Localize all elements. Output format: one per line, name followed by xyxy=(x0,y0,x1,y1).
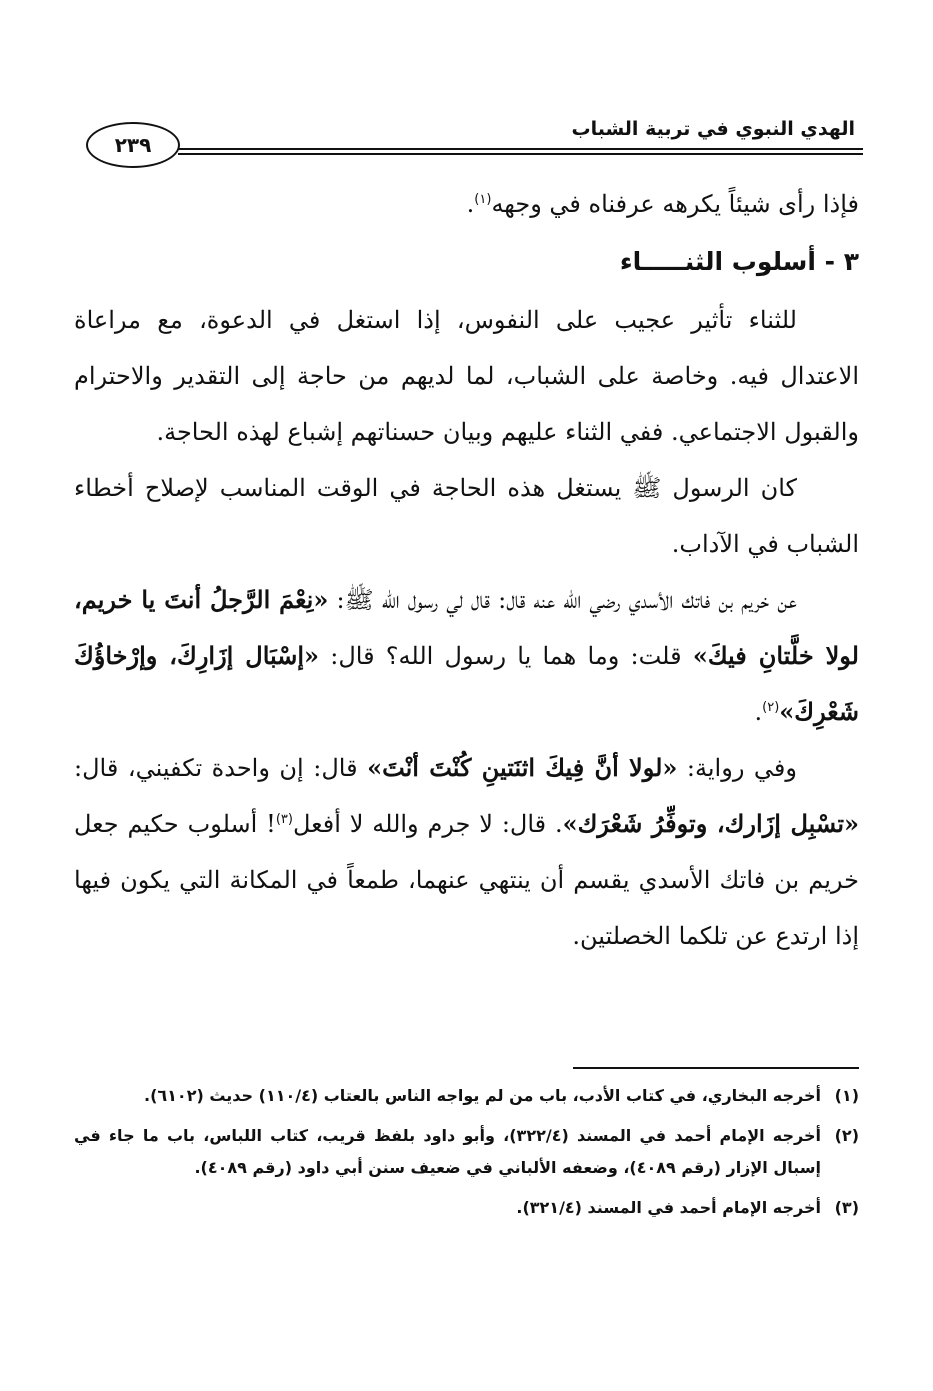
header-rule-bottom xyxy=(178,153,863,155)
page-number-oval xyxy=(86,122,180,168)
narration-quote-1: «لولا أنَّ فِيكَ اثنَتينِ كُنْتَ أنْتَ» xyxy=(367,753,678,782)
hadith-intro: عن خريم بن فاتك الأسدي رضي الله عنه قال: قال لي رسول الله ﷺ: xyxy=(328,586,797,614)
footnote-text: أخرجه البخاري، في كتاب الأدب، باب من لم يواجه الناس بالعتاب (١١٠/٤) حديث (٦١٠٢). xyxy=(144,1086,821,1105)
running-title: الهدي النبوي في تربية الشباب xyxy=(571,118,855,140)
narration-oath: . قال: لا جرم والله لا أفعل xyxy=(292,810,563,838)
intro-line-text: فإذا رأى شيئاً يكرهه عرفناه في وجهه xyxy=(491,190,859,218)
footnotes xyxy=(74,1080,859,1232)
footnote-ref-1: (١) xyxy=(474,192,492,207)
paragraph-praise-effect: للثناء تأثير عجيب على النفوس، إذا استغل في الدعوة، مع مراعاة الاعتدال فيه. وخاصة على الشباب، لما لديهم من حاجة إلى التقدير والاحترام والقبول الاجتماعي. ففي الثناء عليهم وبيان حسناتهم إشباع لهذه الحاجة. xyxy=(74,306,859,446)
intro-line xyxy=(74,176,859,232)
body-text xyxy=(74,176,859,964)
footnote-number: (١) xyxy=(834,1086,859,1105)
footnote-2 xyxy=(74,1120,859,1184)
paragraph-khuraym-hadith xyxy=(74,572,859,740)
hadith-quote-answer: «إسْبَال إزَارِكَ، وإرْخاؤُكَ شَعْرِكَ» xyxy=(74,641,859,726)
footnote-ref-3: (٣) xyxy=(275,812,293,827)
footnote-1 xyxy=(74,1080,859,1112)
paragraph-prophet-method: كان الرسول ﷺ يستغل هذه الحاجة في الوقت المناسب لإصلاح أخطاء الشباب في الآداب. xyxy=(74,474,859,558)
paragraph-other-narration xyxy=(74,740,859,964)
page-number: ٢٣٩ xyxy=(114,133,152,157)
hadith-end: . xyxy=(754,698,763,726)
narration-intro: وفي رواية: xyxy=(677,754,797,782)
hadith-quote-praise: «نِعْمَ الرَّجلُ أنتَ يا خريم، لولا خلَّتانِ فيكَ» xyxy=(74,585,859,670)
footnote-text: أخرجه الإمام أحمد في المسند (٣٢٢/٤)، وأبو داود بلفظ قريب، كتاب اللباس، باب ما جاء في إسبال الإزار (رقم ٤٠٨٩)، وضعفه الألباني في ضعيف سنن أبي داود (رقم ٤٠٨٩). xyxy=(74,1126,822,1177)
narration-quote-2: «تسْبِل إزَارك، وتوفِّرُ شَعْرَك» xyxy=(562,809,860,838)
section-heading: ٣ - أسلوب الثنـــــاء xyxy=(619,247,859,276)
footnote-separator xyxy=(573,1067,859,1069)
footnote-ref-2: (٢) xyxy=(762,700,780,715)
narration-conclusion: ! أسلوب حكيم جعل خريم بن فاتك الأسدي يقسم أن ينتهي عنهما، طمعاً في المكانة التي يكون فيها إذا ارتدع عن تلكما الخصلتين. xyxy=(74,810,859,950)
header-rule-top xyxy=(178,148,863,150)
footnote-3 xyxy=(74,1192,859,1224)
narration-reply: قال: إن واحدة تكفيني، قال: xyxy=(74,754,368,782)
footnote-number: (٣) xyxy=(834,1198,859,1217)
footnote-text: أخرجه الإمام أحمد في المسند (٣٢١/٤). xyxy=(516,1198,821,1217)
intro-line-end: . xyxy=(466,190,475,218)
footnote-number: (٢) xyxy=(834,1126,859,1145)
hadith-question: قلت: وما هما يا رسول الله؟ قال: xyxy=(319,642,693,670)
